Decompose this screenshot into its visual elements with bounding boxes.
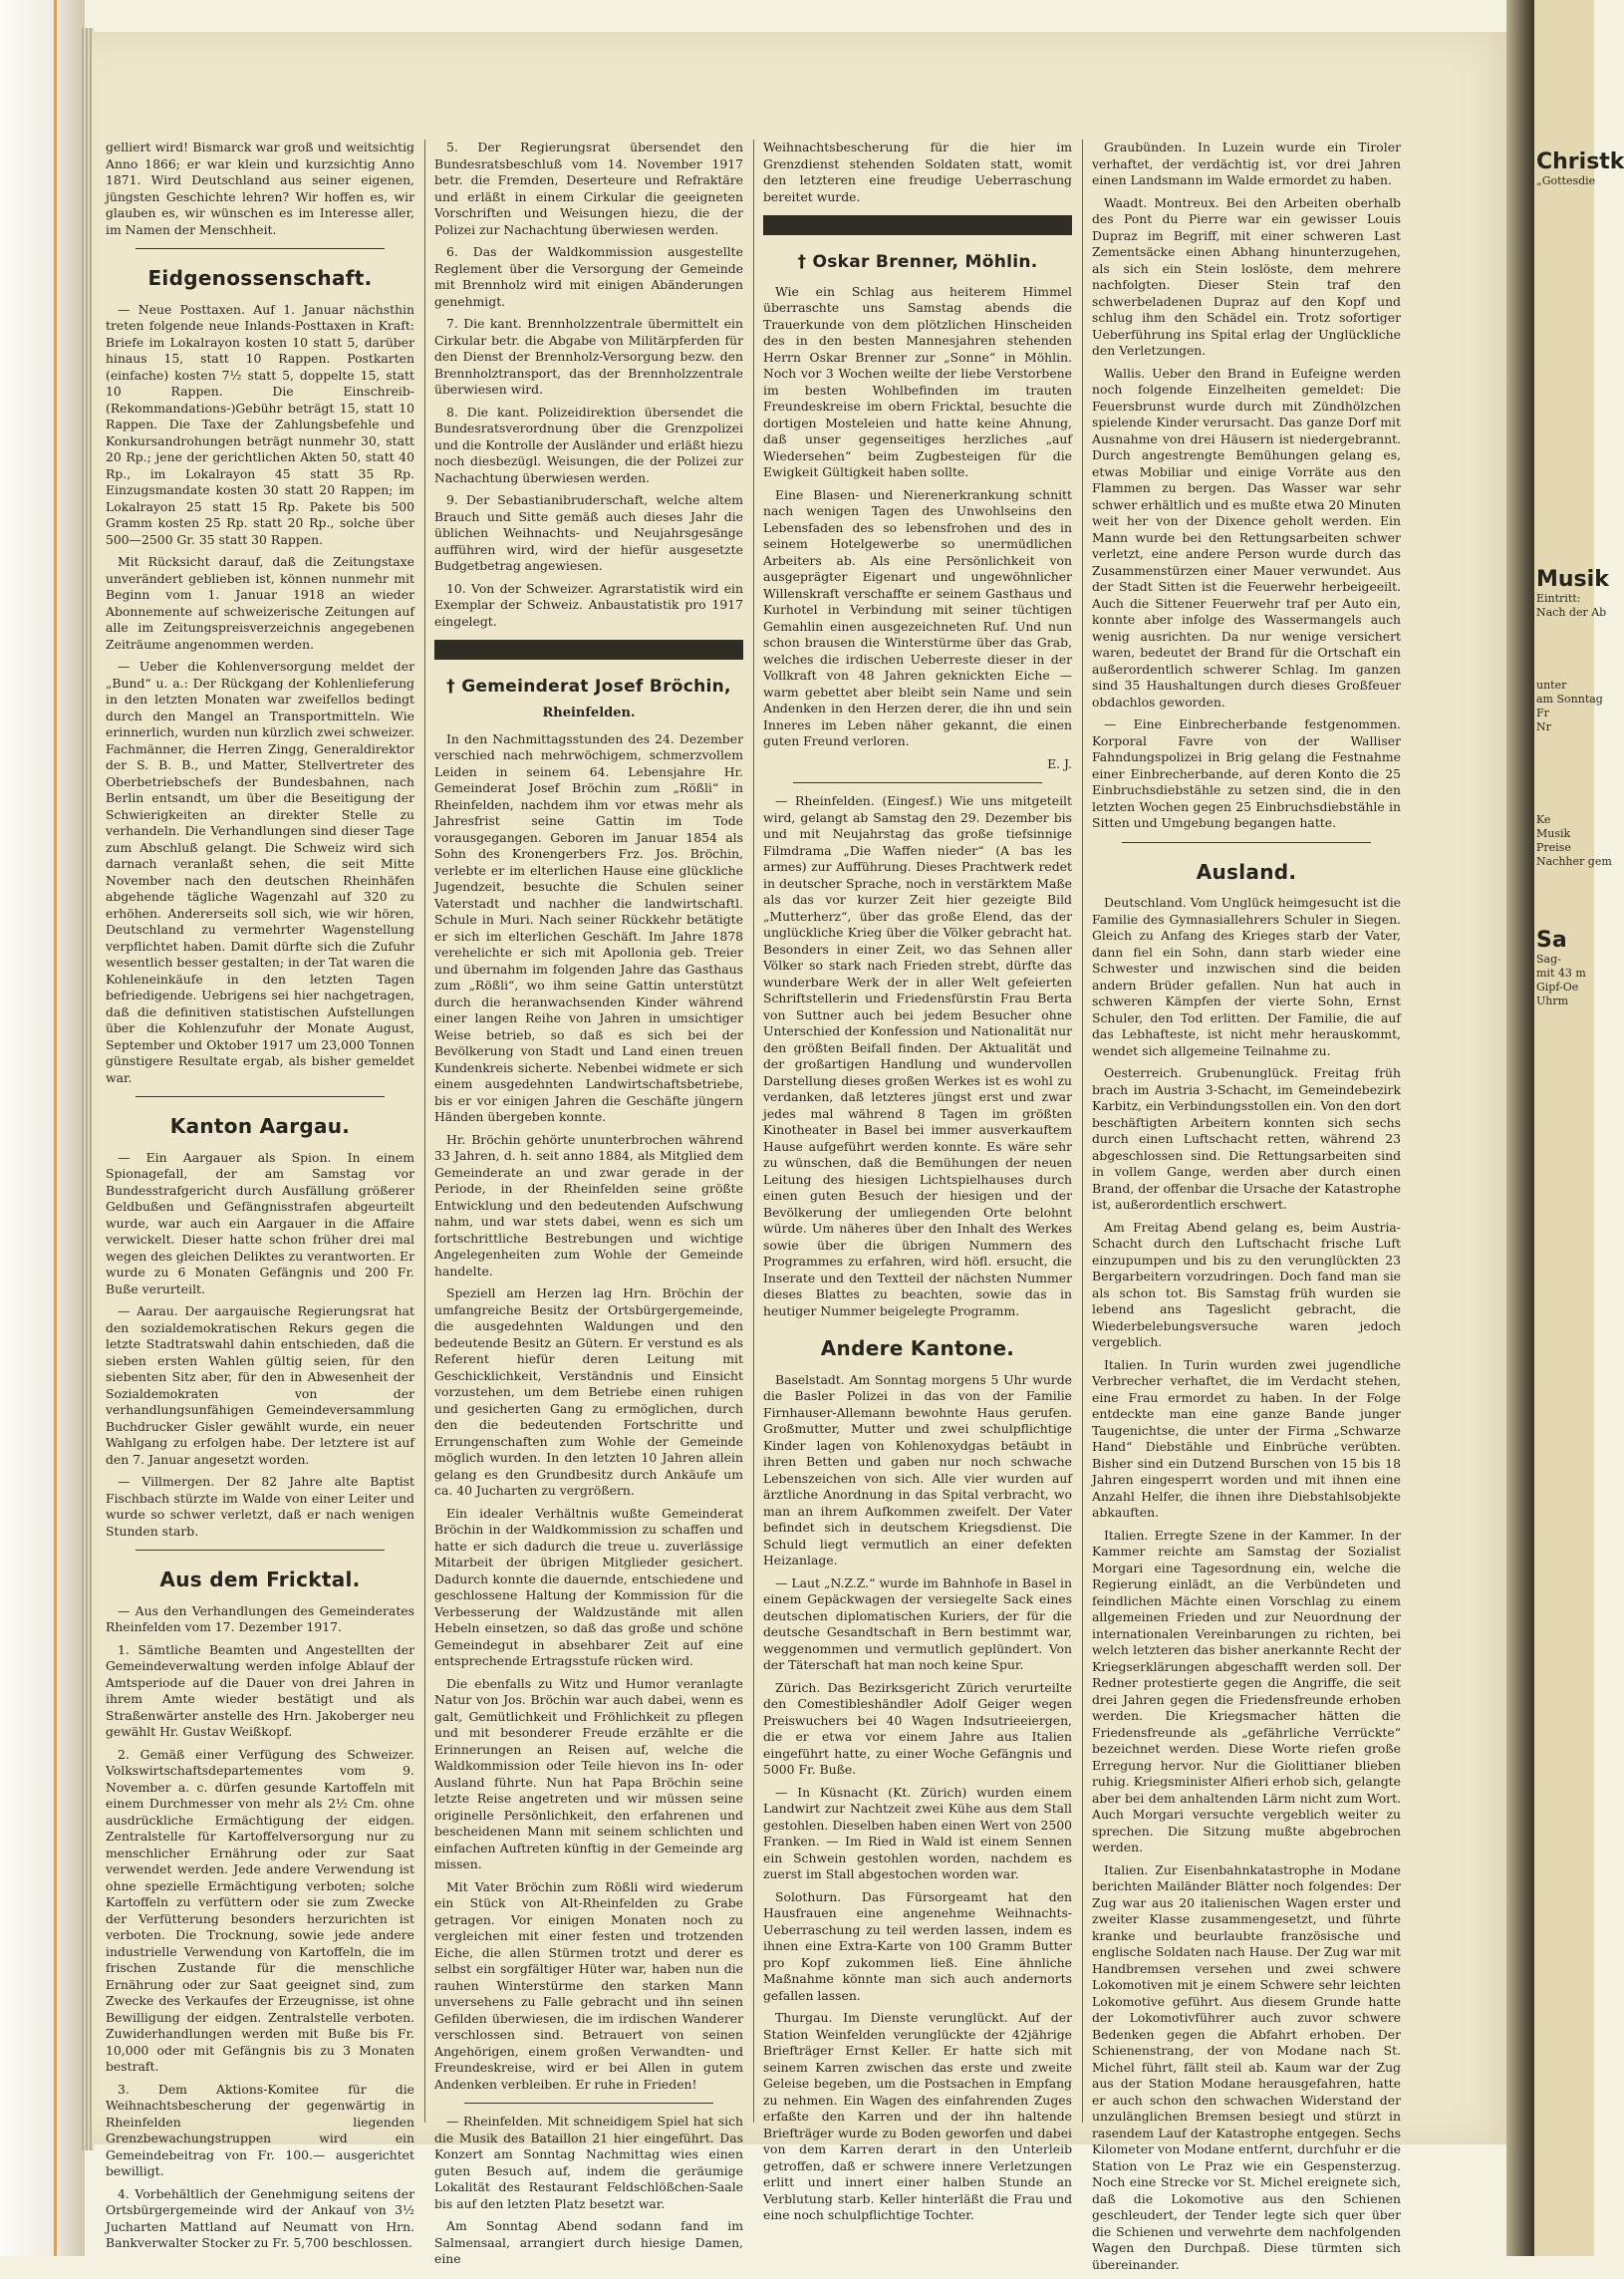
- strip-head-3: Sa: [1536, 928, 1567, 954]
- strip-item: Nachher gem: [1536, 854, 1612, 868]
- article-musik: — Rheinfelden. Mit schneidigem Spiel hat sich die Musik des Bataillon 21 hier eingeführt. Das Konzert am Sonntag Nachmittag wies einen guten Besuch auf, indem die geräumige Lokalität des Restaurant Feldschlößchen-Saale bis auf den letzten Platz besetzt war.: [434, 2114, 743, 2211]
- black-rule: [763, 215, 1072, 235]
- item-5: 5. Der Regierungsrat übersendet den Bundesratsbeschluß vom 14. November 1917 betr. die Fremden, Deserteure und Refraktäre und erläßt in einem Cirkular die geeigneten Vorschriften und Weisungen hiezu, die der Polizei zur Nachachtung überwiesen werden.: [434, 140, 743, 237]
- strip-item: Nach der Ab: [1536, 605, 1607, 619]
- article-italien-3: Italien. Zur Eisenbahnkatastrophe in Modane berichten Mailänder Blätter noch folgendes: Der Zug war aus 20 italienischen Wagen erster und zweiter Klasse zusammengesetzt, und führte kranke und beurlaubte französische und englische Soldaten nach Hause. Der Zug war mit Handbremsen versehen und zwei schwere Lokomotiven mit je einem Schwere sehr leichten Lokomotive geführt. Aus diesem Grunde hatte der Lokomotivführer auch zuvor schwere Bedenken gegen die Abfahrt erhoben. Der Schienenstrang, der von Modane nach St. Michel führt, fällt steil ab. Kaum war der Zug aus der Station Modane herausgefahren, hatte er auch schon den schwachen Widerstand der unzulänglichen Bremsen besiegt und stürzt in rasendem Lauf der Katastrophe entgegen. Sechs Kilometer von Modane entfernt, durchfuhr er die Station von Le Praz wie ein Gespensterzug. Noch eine Strecke vor St. Michel ereignete sich, daß die Lokomotive aus den Schienen geschleudert, der Tender legte sich quer über die Schienen und verwehrte dem nachfolgenden Wagen den Durchpaß. Diese türmten sich übereinander.: [1092, 1861, 1401, 2272]
- article-kohlen: — Ueber die Kohlenversorgung meldet der „Bund“ u. a.: Der Rückgang der Kohlenlieferung in den letzten Monaten war zweifellos bedingt durch den Mangel an Transportmitteln. Wie erinnerlich, wurden nun kürzlich zwei schweizer. Fachmänner, die Herren Zingg, Generaldirektor der S. B. B., und Matter, Stellvertreter des Oberbetriebschefs der Bundesbahnen, nach Berlin entsandt, um über die Beseitigung der Schwierigkeiten an direkter Stelle zu verhandeln. Die Verhandlungen sind dieser Tage zum Abschluß gelangt. Die Schweiz wird sich darnach veranlaßt sehen, die seit Mitte November nach den deutschen Rheinhäfen abgehende tägliche Wagenzahl auf 320 zu erhöhen. Andererseits soll sich, wie wir hören, Deutschland zu vermehrter Wagenstellung verpflichtet haben. Damit dürfte sich die Zufuhr wesentlich besser gestalten; in der Tat waren die Kohleneinkäufe in den letzten Tagen befriedigende. Uebrigens sei hier nachgetragen, daß die definitiven statistischen Aufstellungen über die Kohlenzufuhr der Monate August, September und Oktober 1917 um 23,000 Tonnen günstigere Resultate ergab, als bisher gemeldet war.: [106, 659, 414, 1085]
- right-strip: [1536, 149, 1624, 1007]
- item-8: 8. Die kant. Polizeidirektion übersendet die Bundesratsverordnung über die Grenzpolizei und die Kontrolle der Ausländer und erläßt hiezu noch diesbezügl. Weisungen, die der Polizei zur Nachachtung überwiesen werden.: [434, 404, 743, 485]
- strip-item: Nr: [1536, 719, 1551, 733]
- heading-fricktal: Aus dem Fricktal.: [159, 1567, 361, 1592]
- article-graubuenden: Graubünden. In Luzein wurde ein Tiroler verhaftet, der verdächtig ist, vor drei Jahren einen Landsmann im Walde ermordet zu haben.: [1092, 140, 1401, 187]
- column-2: [434, 140, 743, 2274]
- item-7: 7. Die kant. Brennholzzentrale übermittelt ein Cirkular betr. die Abgabe von Militärpferden für den Dienst der Brennholz-Versorgung bezw. den Brennholztransport, das der Brennholzzentrale überwiesen wird.: [434, 316, 743, 397]
- column-rule: [424, 140, 425, 2123]
- heading-ausland: Ausland.: [1196, 859, 1297, 884]
- obit-p3: Speziell am Herzen lag Hrn. Bröchin der umfangreiche Besitz der Ortsbürgergemeinde, die ausgedehnten Waldungen und den bedeutende Besitz an Gütern. Er verstund es als Referent hiefür deren Leitung mit Geschicklichkeit, Verständnis und Einsicht vorzustehen, um dem Betriebe einen ruhigen und gesicherten Gang zu ermöglichen, durch den die bedeutenden Fortschritte und Errungenschaften zum Wohle der Gemeinde möglich wurden. In den letzten 10 Jahren allein gelang es den Grundbesitz durch Ankäufe um ca. 40 Jucharten zu vergrößern.: [434, 1285, 743, 1499]
- desk-background: [0, 0, 85, 2256]
- obit-p6: Mit Vater Bröchin zum Rößli wird wiederum ein Stück von Alt-Rheinfelden zu Grabe getragen. Vor einigen Monaten noch zu vergleichen mit einer festen und trotzenden Eiche, die allen Stürmen trotzt und derer es selbst ein sorgfältiger Hüter war, haben nun die rauhen Winterstürme den starken Mann unversehens zu Falle gebracht und ihn seinen Gefilden überwiesen, die im irdischen Wanderer verschlossen sind. Betrauert von seinen Angehörigen, einem großen Verwandten- und Freundeskreise, wird er bei Allen in gutem Andenken verbleiben. Er ruhe in Frieden!: [434, 1878, 743, 2092]
- article-deutschland: Deutschland. Vom Unglück heimgesucht ist die Familie des Gymnasiallehrers Schuler in Siegen. Gleich zu Anfang des Krieges starb der Vater, dann fiel ein Sohn, dann starb wieder eine Schwester und inzwischen sind die beiden andern Brüder gefallen. Nun hat auch in schweren Kämpfen der vierte Sohn, Ernst Schuler, den Tod erlitten. Der Familie, die auf das Lebhafteste, ist nicht mehr herauskommt, wendet sich allgemeine Teilnahme zu.: [1092, 895, 1401, 1058]
- article-oesterreich-2: Am Freitag Abend gelang es, beim Austria-Schacht durch den Luftschacht frische Luft einzupumpen und bis zu den verunglückten 23 Bergarbeitern vorzudringen. Doch fand man sie als schon tot. Bis Samstag früh wurden sie lebend ans Tageslicht gebracht, die Wiederbelebungsversuche waren jedoch vergeblich.: [1092, 1219, 1401, 1350]
- item-4: 4. Vorbehältlich der Genehmigung seitens der Ortsbürgergemeinde wird der Ankauf von 3½ Jucharten Mattland auf Neumatt von Hrn. Bankverwalter Stocker zu Fr. 5,700 beschlossen.: [106, 2185, 414, 2251]
- obit-brenner-p2: Eine Blasen- und Nierenerkrankung schnitt nach wenigen Tagen des Unwohlseins den Lebensfaden des so lebensfrohen und des in seinem Hotelgewerbe so unermüdlichen Arbeiters ab. Als eine Persönlichkeit von ausgeprägter Eigenart und ungewöhnlicher Willenskraft verschaffte er seinem Gasthaus und Kurhotel in Verbindung mit seiner tüchtigen Gemahlin einen ausgezeichneten Ruf. Und nun schon brausen die Winterstürme über das Grab, welches die irdischen Ueberreste dieser in der Vollkraft von 48 Jahren geknickten Eiche — warm gebettet aber bleibt sein Name und sein Andenken in den Herzen derer, die ihn und sein Inneres im Leben näher gekannt, die einen guten Freund verloren.: [763, 486, 1072, 749]
- strip-item: Eintritt:: [1536, 591, 1581, 605]
- obit-p4: Ein idealer Verhältnis wußte Gemeinderat Bröchin in der Waldkommission zu schaffen und hatte er sich dadurch die treue u. zuverlässige Mitarbeit der übrigen Mitglieder gesichert. Dadurch konnte die dauernde, entschiedene und geschlossene Haltung der Kommission für die Verbesserung der Waldzustände mit allen Hebeln einsetzen, so daß das große und schöne Gemeindegut in absehbarer Zeit auf eine entsprechende Ertragsstufe rücken wird.: [434, 1505, 743, 1669]
- strip-item: Sag-: [1536, 953, 1561, 967]
- article-baselstadt: Baselstadt. Am Sonntag morgens 5 Uhr wurde die Basler Polizei in das von der Familie Firnhauser-Allemann bewohnte Haus gerufen. Großmutter, Mutter und zwei schulpflichtige Kinder lagen von Kohlenoxydgas betäubt in ihren Betten und gaben nur noch schwache Lebenszeichen von sich. Alle vier wurden auf ärztliche Anordnung in das Spital verbracht, wo man an ihrem Aufkommen zweifelt. Der Vater befindet sich in deutschem Kriegsdienst. Die Schuld liegt vermutlich an einer defekten Heizanlage.: [763, 1371, 1072, 1568]
- string-cord: [54, 0, 57, 2256]
- article-thurgau: Thurgau. Im Dienste verunglückt. Auf der Station Weinfelden verunglückte der 42jährige Briefträger Ernst Keller. Er hatte sich mit seinem Karren zwischen das erste und zweite Geleise begeben, um die Postsachen in Empfang zu nehmen. Ein Wagen des einfahrenden Zuges erfaßte den Karren und der ihn haltende Briefträger wurde zu Boden geworfen und dabei von dem Karren derart in den Unterleib getroffen, daß er schwere innere Verletzungen erlitt und innert einer halben Stunde an Verblutung starb. Keller hinterläßt die Frau und eine noch schulpflichtige Tochter.: [763, 2010, 1072, 2223]
- column-rule: [1082, 140, 1083, 2123]
- item-6: 6. Das der Waldkommission ausgestellte Reglement über die Versorgung der Gemeinde mit Brennholz wird mit einigen Abänderungen genehmigt.: [434, 244, 743, 309]
- article-einbrecher: — Eine Einbrecherbande festgenommen. Korporal Favre von der Walliser Fahndungspolizei in Brig gelang die Festnahme einer Einbrecherbande, auf deren Konto die 25 Einbruchsdiebstähle zu setzen sind, die in den letzten Wochen gegen 25 Einbruchsdiebstähle in Sitten und Umgebung begangen hatte.: [1092, 716, 1401, 830]
- article-abend: Am Sonntag Abend sodann fand im Salmensaal, arrangiert durch hiesige Damen, eine: [434, 2218, 743, 2267]
- divider: [793, 782, 1042, 783]
- article-zuerich: Zürich. Das Bezirksgericht Zürich verurteilte den Comestibleshändler Adolf Geiger wegen Preiswuchers bei 40 Wagen Indsutrieeiergen, die er etwa vor einem Jahre aus Italien eingeführt hatte, zu einer Woche Gefängnis und 5000 Fr. Buße.: [763, 1679, 1072, 1778]
- obit-p5: Die ebenfalls zu Witz und Humor veranlagte Natur von Jos. Bröchin war auch dabei, wenn es galt, Gemütlichkeit und Fröhlichkeit zu pflegen und mit besonderer Freude erzählte er die Erinnerungen an Reisen auf, welche die Waldkommission oder Teile hievon ins In- oder Ausland führte. Nun hat Papa Bröchin seine letzte Reise angetreten und wir müssen seine originelle Persönlichkeit, den erfahrenen und bescheidenen Mann mit seinem schlichten und einfachen Auftreten künftig in der Gemeinde arg missen.: [434, 1675, 743, 1872]
- column-3: [763, 140, 1072, 2230]
- article-waadt: Waadt. Montreux. Bei den Arbeiten oberhalb des Pont du Pierre war ein gewisser Louis Dupraz im Begriff, mit einer schweren Last Zementsäcke einen Abhang hinunterzugehen, als sich ein Stein loslöste, dem mehrere nachfolgten. Dieser Stein traf den schwerbeladenen Dupraz auf den Kopf und schlug ihm den Schädel ein. Trotz sofortiger Ueberführung ins Spital erlag der Unglückliche den Verletzungen.: [1092, 194, 1401, 358]
- article-solothurn: Solothurn. Das Fürsorgeamt hat den Hausfrauen eine angenehme Weihnachts-Ueberraschung zu teil werden lassen, indem es ihnen eine Extra-Karte von 100 Gramm Butter pro Kopf zukommen ließ. Eine ähnliche Maßnahme könnte man sich auch andernorts gefallen lassen.: [763, 1888, 1072, 2003]
- adjacent-page: [1534, 0, 1624, 2256]
- article-nzz: — Laut „N.Z.Z.“ wurde im Bahnhofe in Basel in einem Gepäckwagen der versiegelte Sack eines deutschen diplomatischen Kuriers, der für die deutsche Gesandtschaft in Bern bestimmt war, weggenommen und vermutlich geplündert. Von der Täterschaft hat man noch keine Spur.: [763, 1574, 1072, 1673]
- article-villmergen: — Villmergen. Der 82 Jahre alte Baptist Fischbach stürzte im Walde von einer Leiter und wurde so schwer verletzt, daß er nach wenigen Stunden starb.: [106, 1474, 414, 1539]
- item-9: 9. Der Sebastianibruderschaft, welche altem Brauch und Sitte gemäß auch dieses Jahr die üblichen Weihnachts- und Neujahrsgesänge aufführen wird, wird der hiefür ausgesetzte Budgetbetrag angewiesen.: [434, 492, 743, 573]
- item-2: 2. Gemäß einer Verfügung des Schweizer. Volkswirtschaftsdepartementes vom 9. November a. c. dürfen gesunde Kartoffeln mit einem Durchmesser von mehr als 2½ Cm. ohne ausdrückliche Ermächtigung der eidgen. Zentralstelle für Kartoffelversorgung nur zu menschlicher Ernährung oder zur Saat verwendet werden. Jede andere Verwendung ist ohne spezielle Ermächtigung verboten; solche Kartoffeln zu verfüttern oder sie zum Zwecke der Verfütterung besonders herzurichten ist verboten. Die Trocknung, sowie jede andere industrielle Verwendung von Kartoffeln, die im frischen Zustande für die menschliche Ernährung oder zur Saat geeignet sind, zum Zwecke des Verkaufes der Erzeugnisse, ist ohne Bewilligung der eidgen. Zentralstelle verboten. Zuwiderhandlungen werden mit Buße bis Fr. 10,000 oder mit Gefängnis bis zu 3 Monaten bestraft.: [106, 1746, 414, 2075]
- article-italien-2: Italien. Erregte Szene in der Kammer. In der Kammer reichte am Samstag der Sozialist Morgari eine Tagesordnung ein, welche die Regierung einlädt, an die Verbündeten und feindlichen Mächte einen Vorschlag zu einem allgemeinen Frieden und zur Neuordnung der internationalen Vereinbarungen zu richten, bei welch letzteren das bisher anerkannte Recht der Kriegserklärungen abgeschafft werden soll. Der Redner protestierte gegen die Angriffe, die seit drei Jahren gegen die Friedensfreunde erhoben werden. Die Kriegsmacher hätten die Friedensfreunde als „gefährliche Verrückte“ bezeichnet werden. Diese Worte riefen große Erregung hervor. Nur die Giolittianer blieben ruhig. Kriegsminister Alfieri erhob sich, gelangte aber bei dem anhaltenden Lärm nicht zum Wort. Auch Morgari versuchte vergeblich weiter zu sprechen. Die Sitzung mußte abgebrochen werden.: [1092, 1527, 1401, 1855]
- heading-eidgenossenschaft: Eidgenossenschaft.: [147, 266, 373, 290]
- article-kuesnacht: — In Küsnacht (Kt. Zürich) wurden einem Landwirt zur Nachtzeit zwei Kühe aus dem Stall gestohlen. Dieselben haben einen Wert von 2500 Franken. — Im Ried in Wald ist einem Sennen ein Schwein gestohlen worden, nachdem es zuerst im Stall abgestochen worden war.: [763, 1784, 1072, 1882]
- strip-head-1: Christk: [1536, 149, 1624, 174]
- article-wallis: Wallis. Ueber den Brand in Eufeigne werden noch folgende Einzelheiten gemeldet: Die Feuersbrunst wurde durch mit Zündhölzchen spielende Kinder verursacht. Das ganze Dorf mit Ausnahme von drei Häusern ist niedergebrannt. Durch angestrengte Bemühungen gelang es, etwas Mobiliar und einige Vorräte aus den Flammen zu bergen. Das Wasser war sehr schwer erhältlich und es mußte etwa 20 Minuten weit her von der Dixence geholt werden. Ein Mann wurde bei den Rettungsarbeiten schwer verletzt, eine andere Person wurde durch das Zusammenstürzen einer Mauer verwundet. Aus der Stadt Sitten ist die Feuerwehr herbeigeeilt. Auch die Sittener Feuerwehr traf per Auto ein, konnte aber infolge des Wassermangels auch wenig ausrichten. Da nur wenige versichert waren, bedeutet der Brand für die Ortschaft ein außerordentlich schwerer Schlag. Im ganzen sind 35 Haushaltungen durch dieses Großfeuer obdachlos geworden.: [1092, 365, 1401, 710]
- item-1: 1. Sämtliche Beamten und Angestellten der Gemeindeverwaltung werden infolge Ablauf der Amtsperiode auf die Dauer von drei Jahren in ihrem Amte wieder bestätigt und als Straßenwärter anstelle des Hrn. Jakoberger neu gewählt Hr. Gustav Weißkopf.: [106, 1641, 414, 1740]
- strip-item: Uhrm: [1536, 994, 1569, 1007]
- strip-head-2: Musik: [1536, 566, 1609, 592]
- strip-item: Preise: [1536, 840, 1571, 854]
- subheading-rheinfelden: Rheinfelden.: [542, 705, 636, 720]
- divider: [135, 1550, 385, 1551]
- obit-signature: E. J.: [1047, 755, 1072, 771]
- strip-item: Ke: [1536, 813, 1551, 827]
- obit-p1: In den Nachmittagsstunden des 24. Dezember verschied nach mehrwöchigem, schmerzvollem Leiden in seinem 64. Lebensjahre Hr. Gemeinderat Josef Bröchin zum „Rößli“ in Rheinfelden, nachdem ihm vor etwas mehr als Jahresfrist seine Gattin im Tode vorausgegangen. Geboren im Januar 1854 als Sohn des Kronengerbers Frz. Jos. Bröchin, verlebte er im elterlichen Hause eine glückliche Jugendzeit, besuchte die Schulen seiner Vaterstadt und nachher die landwirtschaftl. Schule in Muri. Nach seiner Rückkehr betätigte er sich im elterlichen Geschäft. Im Jahre 1878 verehelichte er sich mit Apollonia geb. Treier und übernahm im folgenden Jahre das Gasthaus zum „Rößli“, wo ihm seine Gattin unterstützt durch die heranwachsenden Kinder während einer langen Reihe von Jahren in umsichtiger Weise betrieb, so daß es sich bei der Bevölkerung von Stadt und Land einen treuen Kundenkreis sicherte. Nebenbei widmete er sich einem ausgedehnten Landwirtschaftsbetriebe, bis er vor einigen Jahren die Geschäfte jüngern Händen übergeben konnte.: [434, 730, 743, 1125]
- divider: [135, 1096, 385, 1097]
- heading-broechin: † Gemeinderat Josef Bröchin,: [446, 677, 731, 697]
- article-aarau: — Aarau. Der aargauische Regierungsrat hat den sozialdemokratischen Rekurs gegen die letzte Stadtratswahl dahin entschieden, daß die sieben ersten Wahlen gültig seien, für den siebenten Sitz aber, für den in Abwesenheit der Sozialdemokraten von der verhandlungsunfähigen Gemeindeversammlung Buchdrucker Gisler gewählt wurde, ein neuer Wahlgang zu erfolgen habe. Der letztere ist auf den 7. Januar angesetzt worden.: [106, 1303, 414, 1467]
- article-verhandlungen: — Aus den Verhandlungen des Gemeinderates Rheinfelden vom 17. Dezember 1917.: [106, 1602, 414, 1635]
- strip-item: Fr: [1536, 706, 1549, 719]
- strip-item: mit 43 m: [1536, 967, 1586, 980]
- article-oesterreich: Oesterreich. Grubenunglück. Freitag früh brach im Austria 3-Schacht, im Gemeindebezirk Karbitz, ein Verbindungsstollen ein. Von den dort beschäftigten Arbeitern konnten sich sechs durch einen Luftschacht retten, während 23 abgeschlossen sind. Die Rettungsarbeiten sind in vollem Gange, werden aber durch einen Brand, der offenbar die Ursache der Katastrophe ist, außerordentlich erschwert.: [1092, 1065, 1401, 1213]
- article-spion: — Ein Aargauer als Spion. In einem Spionagefall, der am Samstag vor Bundesstrafgericht durch Ausfällung größerer Geldbußen und Gefängnisstrafen abgeurteilt wurde, war auch ein Aargauer in die Affaire verwickelt. Dieser hatte schon früher drei mal wegen des gleichen Deliktes zu verantworten. Er wurde zu 6 Monaten Gefängnis und 200 Fr. Buße verurteilt.: [106, 1149, 414, 1296]
- divider: [464, 2103, 713, 2104]
- heading-andere-kantone: Andere Kantone.: [820, 1336, 1015, 1361]
- book-gutter: [1506, 0, 1534, 2256]
- column-rule: [753, 140, 754, 2123]
- strip-item: Musik: [1536, 827, 1571, 840]
- obit-brenner-p1: Wie ein Schlag aus heiterem Himmel überraschte uns Samstag abends die Trauerkunde von dem plötzlichen Hinscheiden des in den besten Mannesjahren stehenden Herrn Oskar Brenner zur „Sonne“ in Möhlin. Noch vor 3 Wochen weilte der liebe Verstorbene im besten Wohlbefinden im trauten Freundeskreise im obern Fricktal, besuchte die dortigen Mosteleien und hatte keine Ahnung, daß unser gegenseitiges herzliches „auf Wiedersehen“ beim Zugbesteigen für die Ewigkeit Gültigkeit haben sollte.: [763, 283, 1072, 480]
- item-10: 10. Von der Schweizer. Agrarstatistik wird ein Exemplar der Schweiz. Anbaustatistik pro 1917 eingelegt.: [434, 580, 743, 629]
- article-film: — Rheinfelden. (Eingesf.) Wie uns mitgeteilt wird, gelangt ab Samstag den 29. Dezember bis und mit Neujahrstag das große tiefsinnige Filmdrama „Die Waffen nieder“ (A bas les armes) zur Aufführung. Dieses Prachtwerk redet in deutscher Sprache, noch in verstärktem Maße als das vor kurzer Zeit hier gezeigte Bild „Mutterherz“, über das große Elend, das der unglückliche Krieg über die Völker gebracht hat. Besonders in einer Zeit, wo das Sehnen aller Völker so stark nach Frieden strebt, dürfte das wunderbare Werk der in aller Welt gefeierten Schriftstellerin und Friedensfürstin Frau Berta von Suttner auch bei jedem Besucher ohne Unterschied der Konfession und Nationalität nur den größten Beifall finden. Der Aktualität und der großartigen Handlung und wundervollen Darstellung dieses großen Werkes ist es wohl zu verdanken, daß letzteres jüngst erst und zwar jedes mal während 8 Tagen im größten Kinotheater in Basel bei immer ausverkauftem Hause aufgeführt werden konnte. Es wäre sehr zu wünschen, daß die Bemühungen der neuen Leitung des hiesigen Lichtspielhauses durch einen guten Besuch der hiesigen und der Bevölkerung der umliegenden Orte belohnt würde. Um näheres über den Inhalt des Werkes sowie über die übrigen Nummern des Programmes zu erfahren, wird höfl. ersucht, die Inserate und den Textteil der nächsten Nummer dieses Blattes zu beachten, sowie das in heutiger Nummer beigelegte Programm.: [763, 793, 1072, 1318]
- article-posttaxen: — Neue Posttaxen. Auf 1. Januar nächsthin treten folgende neue Inlands-Posttaxen in Kraft: Briefe im Lokalrayon kosten 10 statt 5, darüber hinaus 15, statt 10 Rappen. Postkarten (einfache) kosten 7½ statt 5, doppelte 15, statt 10 Rappen. Die Einschreib-(Rekommandations-)Gebühr beträgt 15, statt 10 Rappen. Die Taxe der Zahlungsbefehle und Konkursandrohungen beträgt nunmehr 30, statt 20 Rp.; jene der gerichtlichen Akten 50, statt 40 Rp., im Lokalrayon 45 statt 35 Rp. Einzugsmandate kosten 30 statt 20 Rappen; im Lokalrayon 25 statt 15 Rp. Pakete bis 500 Gramm kosten 25 Rp. statt 20 Rp., solche über 500—2500 Gr. 35 statt 30 Rappen.: [106, 301, 414, 547]
- item-3: 3. Dem Aktions-Komitee für die Weihnachtsbescherung der gegenwärtig in Rheinfelden liegenden Grenzbewachungstruppen wird ein Gemeindebeitrag von Fr. 100.— ausgerichtet bewilligt.: [106, 2081, 414, 2179]
- divider: [1122, 842, 1371, 843]
- obit-p2: Hr. Bröchin gehörte ununterbrochen während 33 Jahren, d. h. seit anno 1884, als Mitglied dem Gemeinderate an und zwar gerade in der Periode, in der Rheinfelden seine größte Entwicklung und den bedeutenden Aufschwung nahm, und war stets dabei, wenn es sich um fortschrittliche Bestrebungen und wichtige Angelegenheiten zum Wohle der Gemeinde handelte.: [434, 1131, 743, 1279]
- black-rule: [434, 640, 743, 660]
- strip-item: Gipf-Oe: [1536, 980, 1579, 994]
- column-1: [106, 140, 414, 2258]
- heading-brenner: † Oskar Brenner, Möhlin.: [797, 252, 1038, 272]
- strip-item: am Sonntag: [1536, 693, 1603, 706]
- strip-item: „Gottesdie: [1536, 174, 1596, 187]
- article-weihnacht: Weihnachtsbescherung für die hier im Grenzdienst stehenden Soldaten statt, womit den letzteren eine freudige Ueberraschung bereitet wurde.: [763, 140, 1072, 204]
- article-italien-1: Italien. In Turin wurden zwei jugendliche Verbrecher verhaftet, die im Verdacht stehen, eine Frau ermordet zu haben. In der Folge entdeckte man eine ganze Bande junger Taugenichtse, die unter der Firma „Schwarze Hand“ Diebstähle und Einbrüche verübten. Bisher sind ein Dutzend Burschen von 15 bis 18 Jahren eingesperrt worden und mit ihnen eine Anzahl Helfer, die ihnen ihre Diebstahlsobjekte abkauften.: [1092, 1356, 1401, 1521]
- column-4: [1092, 140, 1401, 2279]
- article-zeitung: Mit Rücksicht darauf, daß die Zeitungstaxe unverändert geblieben ist, können nunmehr mit Beginn vom 1. Januar 1918 an wieder Abonnemente auf schweizerische Zeitungen auf alle im Zeitungspreisverzeichnis angegebenen Zeiträume angenommen werden.: [106, 554, 414, 652]
- newspaper-page: [92, 32, 1526, 2272]
- divider: [135, 248, 385, 249]
- strip-item: unter: [1536, 679, 1567, 693]
- heading-aargau: Kanton Aargau.: [169, 1114, 351, 1139]
- intro-paragraph: gelliert wird! Bismarck war groß und weitsichtig Anno 1866; er war klein und kurzsichtig Anno 1871. Wird Deutschland aus seiner eigenen, jüngsten Geschichte lehren? Wir hoffen es, wir glauben es, wir wünschen es im Interesse aller, im Namen der Menschheit.: [106, 140, 414, 237]
